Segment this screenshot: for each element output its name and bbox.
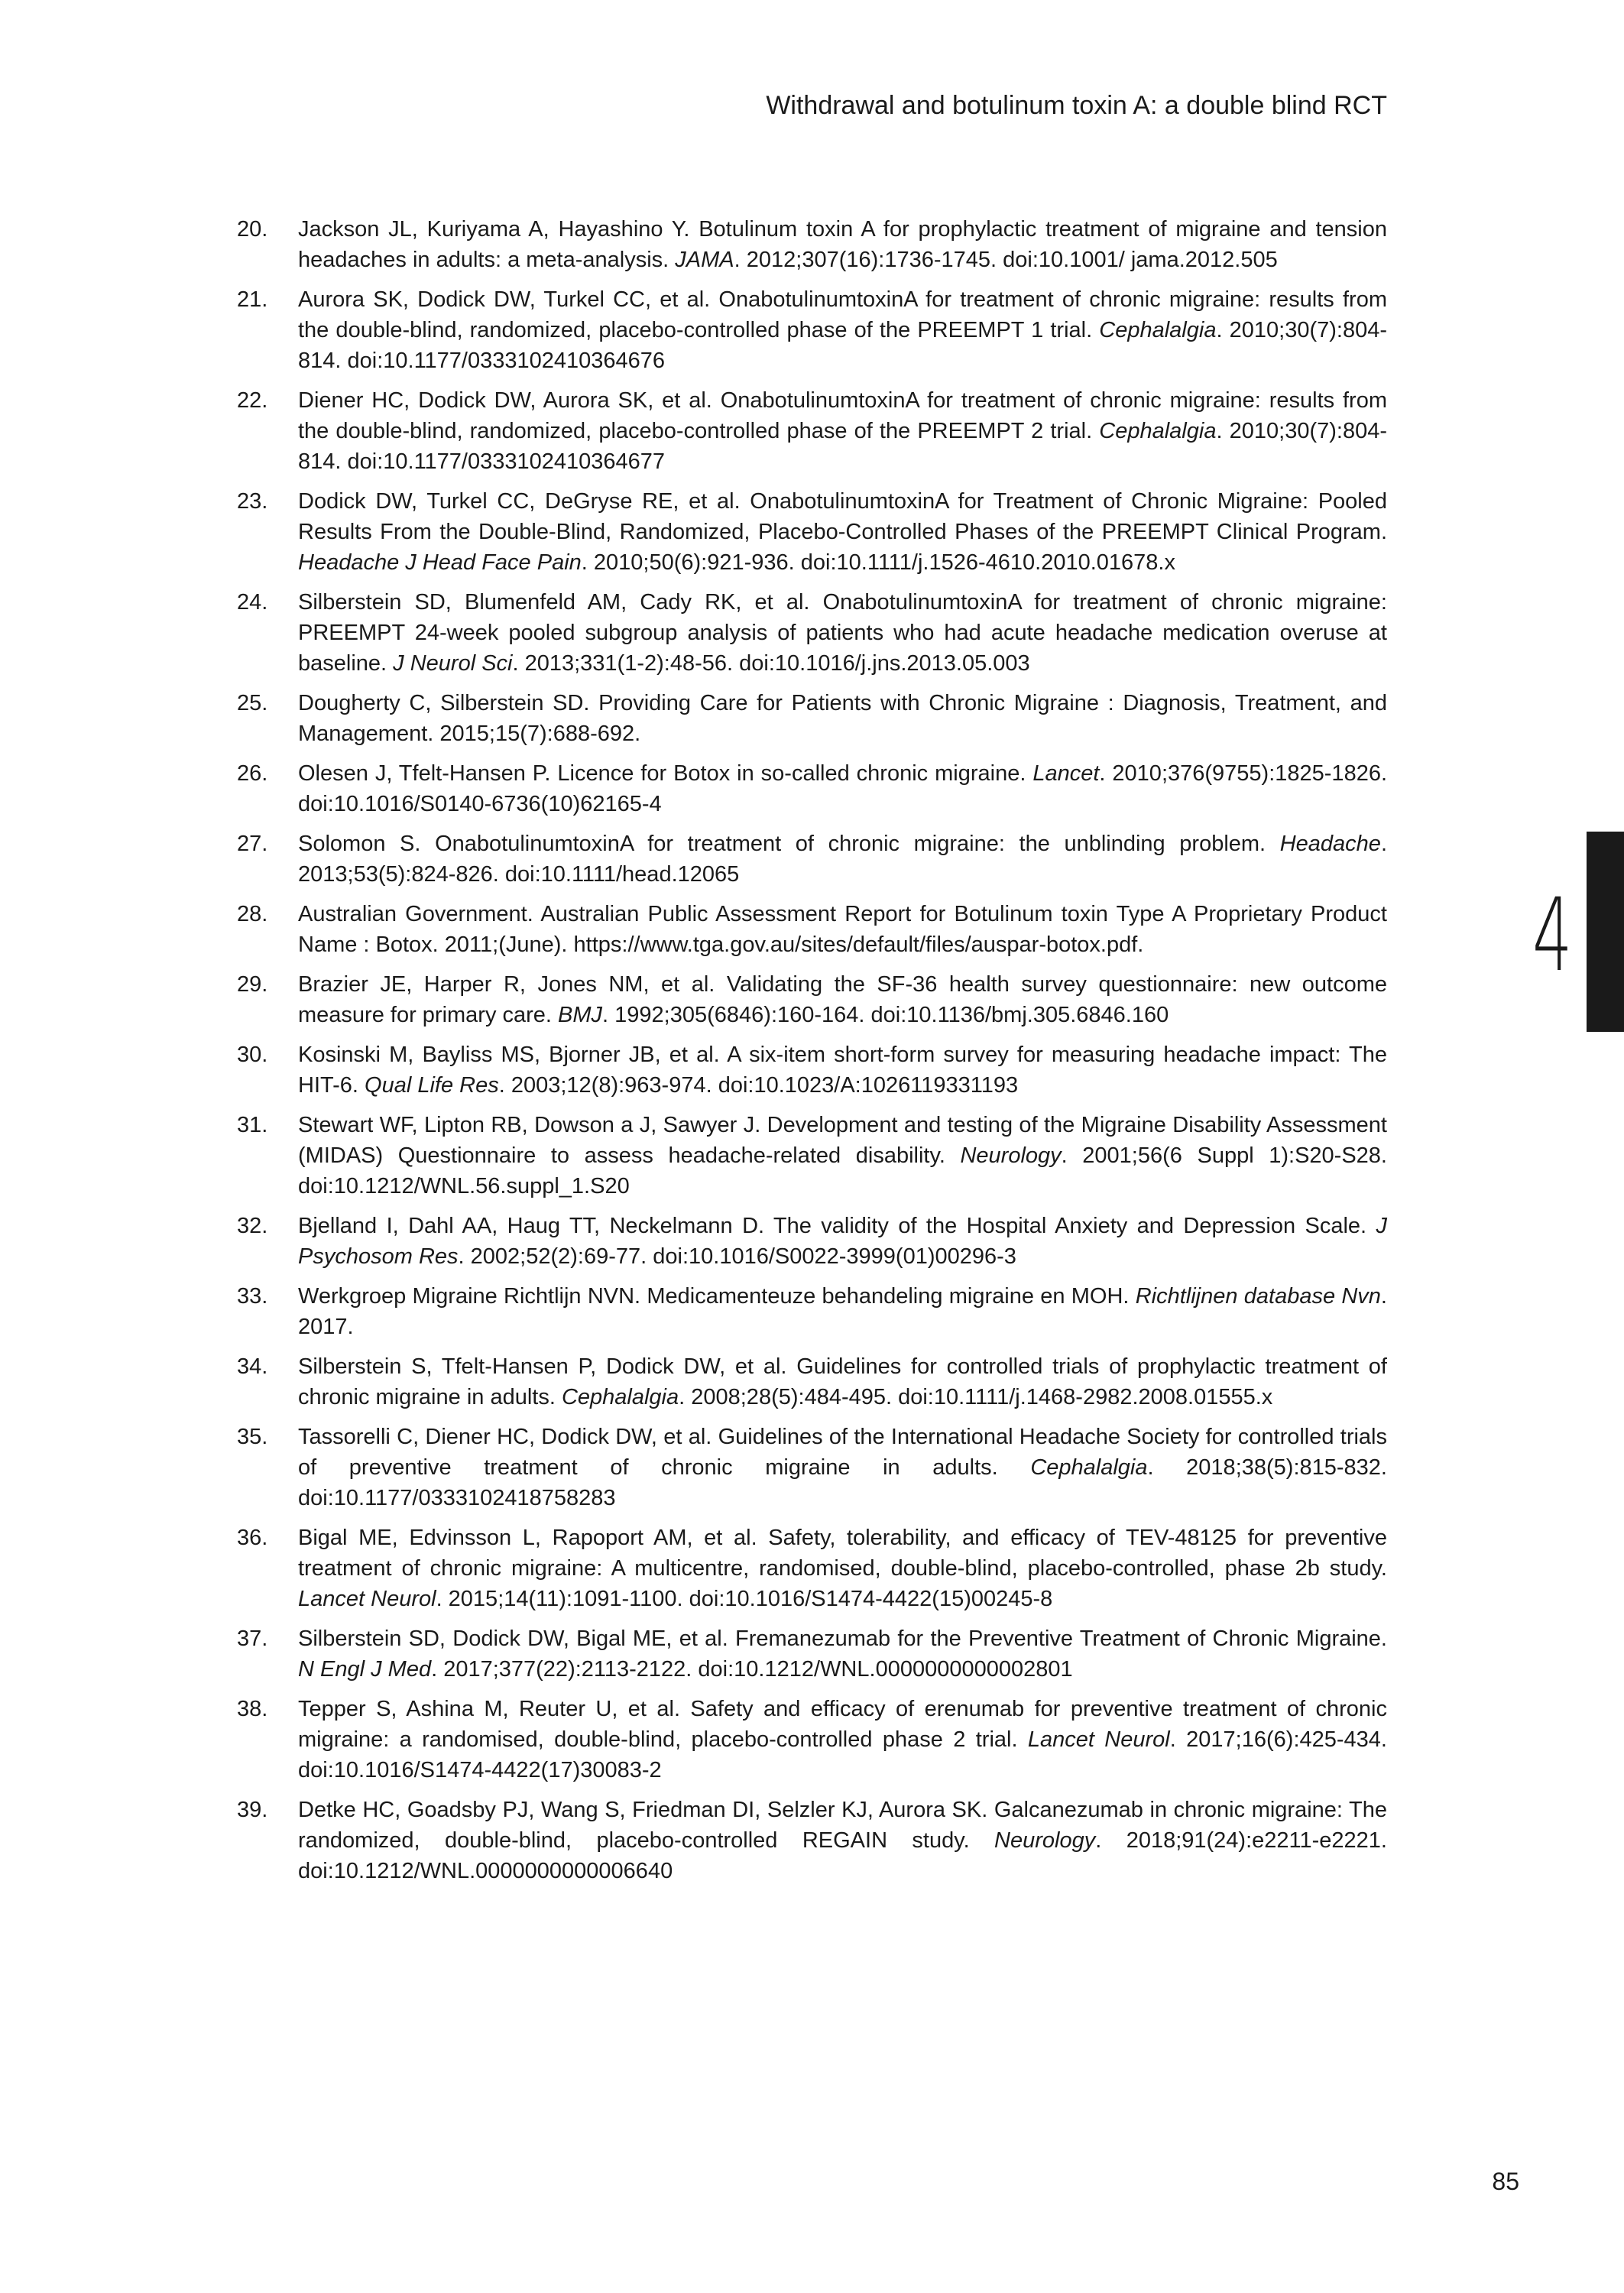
reference-item <box>237 758 1387 819</box>
reference-text <box>298 899 1387 960</box>
reference-number: 22. <box>237 388 268 413</box>
reference-item <box>237 1211 1387 1272</box>
reference-text <box>298 284 1387 376</box>
reference-number: 27. <box>237 832 268 856</box>
reference-text <box>298 385 1387 477</box>
reference-number: 31. <box>237 1113 268 1137</box>
reference-item <box>237 486 1387 578</box>
reference-number: 30. <box>237 1043 268 1067</box>
reference-number: 38. <box>237 1697 268 1721</box>
reference-journal: Cephalalgia <box>1099 318 1217 342</box>
reference-item <box>237 1795 1387 1886</box>
reference-text <box>298 688 1387 749</box>
reference-item <box>237 1422 1387 1513</box>
reference-details: . 2002;52(2):69-77. doi:10.1016/S0022-3999(01)00296-3 <box>458 1244 1016 1269</box>
reference-details: . 2018;91(24):e2211-e2221. doi:10.1212/WNL.0000000000006640 <box>298 1828 1387 1883</box>
reference-item <box>237 284 1387 376</box>
reference-authors-title: Solomon S. OnabotulinumtoxinA for treatment of chronic migraine: the unblinding problem. <box>298 832 1280 856</box>
reference-text <box>298 1211 1387 1272</box>
reference-authors-title: Bjelland I, Dahl AA, Haug TT, Neckelmann D. The validity of the Hospital Anxiety and Depression Scale. <box>298 1214 1376 1238</box>
reference-text <box>298 758 1387 819</box>
reference-item <box>237 1281 1387 1342</box>
reference-text <box>298 1795 1387 1886</box>
reference-journal: Neurology <box>960 1143 1062 1168</box>
reference-text <box>298 829 1387 890</box>
reference-item <box>237 899 1387 960</box>
chapter-tab <box>1587 832 1624 1032</box>
reference-item <box>237 1623 1387 1685</box>
reference-text <box>298 1422 1387 1513</box>
reference-text <box>298 1039 1387 1101</box>
reference-details: . 2017;16(6):425-434. doi:10.1016/S1474-4422(17)30083-2 <box>298 1727 1387 1782</box>
reference-authors-title: Silberstein S, Tfelt-Hansen P, Dodick DW, et al. Guidelines for controlled trials of prophylactic treatment of chronic migraine in adults. <box>298 1354 1387 1409</box>
reference-authors-title: Brazier JE, Harper R, Jones NM, et al. Validating the SF-36 health survey questionnaire: new outcome measure for primary care. <box>298 972 1387 1027</box>
reference-item <box>237 829 1387 890</box>
reference-authors-title: Dodick DW, Turkel CC, DeGryse RE, et al. OnabotulinumtoxinA for Treatment of Chronic Migraine: Pooled Results From the Double-Blind, Randomized, Placebo-Controlled Phases of the PREEMPT Clinical Program. <box>298 489 1387 544</box>
reference-authors-title: Silberstein SD, Blumenfeld AM, Cady RK, et al. OnabotulinumtoxinA for treatment of chronic migraine: PREEMPT 24-week pooled subgroup analysis of patients who had acute headache medication overuse at baseline. <box>298 590 1387 676</box>
reference-authors-title: Dougherty C, Silberstein SD. Providing Care for Patients with Chronic Migraine : Diagnosis, Treatment, and Management. 2015;15(7):688-692. <box>298 691 1387 746</box>
reference-item <box>237 587 1387 679</box>
reference-journal: Lancet <box>1032 761 1100 786</box>
reference-number: 28. <box>237 902 268 926</box>
reference-authors-title: Bigal ME, Edvinsson L, Rapoport AM, et al. Safety, tolerability, and efficacy of TEV-48125 for preventive treatment of chronic migraine: A multicentre, randomised, double-blind, placebo-controlled, phase 2b study. <box>298 1526 1387 1581</box>
reference-details: . 2018;38(5):815-832. doi:10.1177/0333102418758283 <box>298 1455 1387 1510</box>
reference-authors-title: Jackson JL, Kuriyama A, Hayashino Y. Botulinum toxin A for prophylactic treatment of migraine and tension headaches in adults: a meta-analysis. <box>298 217 1387 272</box>
reference-journal: Headache J Head Face Pain <box>298 550 582 575</box>
reference-item <box>237 1523 1387 1614</box>
reference-journal: J Psychosom Res <box>298 1214 1387 1269</box>
reference-journal: Cephalalgia <box>1030 1455 1148 1480</box>
reference-details: . 2013;53(5):824-826. doi:10.1111/head.12065 <box>298 832 1387 887</box>
reference-details: . 2012;307(16):1736-1745. doi:10.1001/ jama.2012.505 <box>734 248 1278 272</box>
reference-details: . 2015;14(11):1091-1100. doi:10.1016/S1474-4422(15)00245-8 <box>436 1587 1053 1611</box>
reference-journal: Headache <box>1279 832 1381 856</box>
reference-journal: Richtlijnen database Nvn <box>1135 1284 1381 1309</box>
reference-authors-title: Detke HC, Goadsby PJ, Wang S, Friedman DI, Selzler KJ, Aurora SK. Galcanezumab in chronic migraine: The randomized, double-blind, placebo-controlled REGAIN study. <box>298 1798 1387 1853</box>
reference-journal: Cephalalgia <box>1099 419 1217 443</box>
reference-text <box>298 587 1387 679</box>
reference-item <box>237 1039 1387 1101</box>
reference-details: . 2001;56(6 Suppl 1):S20-S28. doi:10.1212/WNL.56.suppl_1.S20 <box>298 1143 1387 1198</box>
reference-text <box>298 969 1387 1030</box>
reference-authors-title: Silberstein SD, Dodick DW, Bigal ME, et al. Fremanezumab for the Preventive Treatment of Chronic Migraine. <box>298 1627 1387 1651</box>
reference-authors-title: Tassorelli C, Diener HC, Dodick DW, et al. Guidelines of the International Headache Society for controlled trials of preventive treatment of chronic migraine in adults. <box>298 1425 1387 1480</box>
reference-number: 29. <box>237 972 268 997</box>
reference-details: . 2017. <box>298 1284 1387 1339</box>
reference-details: . 2017;377(22):2113-2122. doi:10.1212/WNL.0000000000002801 <box>431 1657 1073 1682</box>
reference-details: . 2010;376(9755):1825-1826. doi:10.1016/S0140-6736(10)62165-4 <box>298 761 1388 816</box>
reference-number: 24. <box>237 590 268 615</box>
reference-number: 21. <box>237 287 268 312</box>
reference-authors-title: Kosinski M, Bayliss MS, Bjorner JB, et al. A six-item short-form survey for measuring headache impact: The HIT-6. <box>298 1043 1387 1098</box>
reference-number: 37. <box>237 1627 268 1651</box>
reference-authors-title: Werkgroep Migraine Richtlijn NVN. Medicamenteuze behandeling migraine en MOH. <box>298 1284 1136 1309</box>
reference-journal: Cephalalgia <box>561 1385 679 1409</box>
reference-number: 20. <box>237 217 268 242</box>
reference-text <box>298 1110 1387 1202</box>
reference-text <box>298 1281 1387 1342</box>
reference-text <box>298 1351 1387 1412</box>
reference-details: . 2008;28(5):484-495. doi:10.1111/j.1468-2982.2008.01555.x <box>679 1385 1273 1409</box>
reference-number: 34. <box>237 1354 268 1379</box>
reference-item <box>237 688 1387 749</box>
reference-journal: Lancet Neurol <box>1027 1727 1170 1752</box>
reference-number: 25. <box>237 691 268 715</box>
reference-item <box>237 1110 1387 1202</box>
reference-details: . 2013;331(1-2):48-56. doi:10.1016/j.jns.2013.05.003 <box>512 651 1030 676</box>
reference-item <box>237 385 1387 477</box>
reference-item <box>237 214 1387 275</box>
reference-text <box>298 486 1387 578</box>
reference-number: 36. <box>237 1526 268 1550</box>
reference-number: 33. <box>237 1284 268 1309</box>
reference-number: 35. <box>237 1425 268 1449</box>
reference-text <box>298 1523 1387 1614</box>
reference-item <box>237 1694 1387 1785</box>
reference-details: . 2003;12(8):963-974. doi:10.1023/A:1026119331193 <box>498 1073 1019 1098</box>
reference-text <box>298 1694 1387 1785</box>
reference-list <box>237 214 1387 1896</box>
reference-authors-title: Australian Government. Australian Public Assessment Report for Botulinum toxin Type A Proprietary Product Name : Botox. 2011;(June). https://www.tga.gov.au/sites/default/files/auspar-botox.pdf. <box>298 902 1387 957</box>
reference-journal: Neurology <box>994 1828 1096 1853</box>
reference-details: . 2010;30(7):804-814. doi:10.1177/0333102410364677 <box>298 419 1388 474</box>
reference-item <box>237 1351 1387 1412</box>
reference-details: . 1992;305(6846):160-164. doi:10.1136/bmj.305.6846.160 <box>602 1003 1169 1027</box>
chapter-number: 4 <box>1532 877 1573 994</box>
reference-authors-title: Aurora SK, Dodick DW, Turkel CC, et al. OnabotulinumtoxinA for treatment of chronic migraine: results from the double-blind, randomized, placebo-controlled phase of the PREEMPT 1 trial. <box>298 287 1387 342</box>
reference-number: 32. <box>237 1214 268 1238</box>
reference-journal: N Engl J Med <box>298 1657 432 1682</box>
reference-item <box>237 969 1387 1030</box>
reference-details: . 2010;30(7):804-814. doi:10.1177/0333102410364676 <box>298 318 1388 373</box>
reference-journal: J Neurol Sci <box>393 651 513 676</box>
reference-number: 23. <box>237 489 268 514</box>
reference-journal: Qual Life Res <box>365 1073 499 1098</box>
reference-journal: BMJ <box>558 1003 603 1027</box>
reference-text <box>298 214 1387 275</box>
reference-details: . 2010;50(6):921-936. doi:10.1111/j.1526-4610.2010.01678.x <box>581 550 1175 575</box>
reference-number: 39. <box>237 1798 268 1822</box>
reference-authors-title: Olesen J, Tfelt-Hansen P. Licence for Botox in so-called chronic migraine. <box>298 761 1033 786</box>
reference-authors-title: Diener HC, Dodick DW, Aurora SK, et al. OnabotulinumtoxinA for treatment of chronic migraine: results from the double-blind, randomized, placebo-controlled phase of the PREEMPT 2 trial. <box>298 388 1387 443</box>
page-number: 85 <box>1492 2168 1519 2195</box>
reference-journal: Lancet Neurol <box>298 1587 436 1611</box>
reference-journal: JAMA <box>675 248 734 272</box>
reference-text <box>298 1623 1387 1685</box>
reference-authors-title: Stewart WF, Lipton RB, Dowson a J, Sawyer J. Development and testing of the Migraine Disability Assessment (MIDAS) Questionnaire to assess headache-related disability. <box>298 1113 1387 1168</box>
running-header: Withdrawal and botulinum toxin A: a double blind RCT <box>766 91 1387 120</box>
reference-authors-title: Tepper S, Ashina M, Reuter U, et al. Safety and efficacy of erenumab for preventive treatment of chronic migraine: a randomised, double-blind, placebo-controlled phase 2 trial. <box>298 1697 1387 1752</box>
reference-number: 26. <box>237 761 268 786</box>
